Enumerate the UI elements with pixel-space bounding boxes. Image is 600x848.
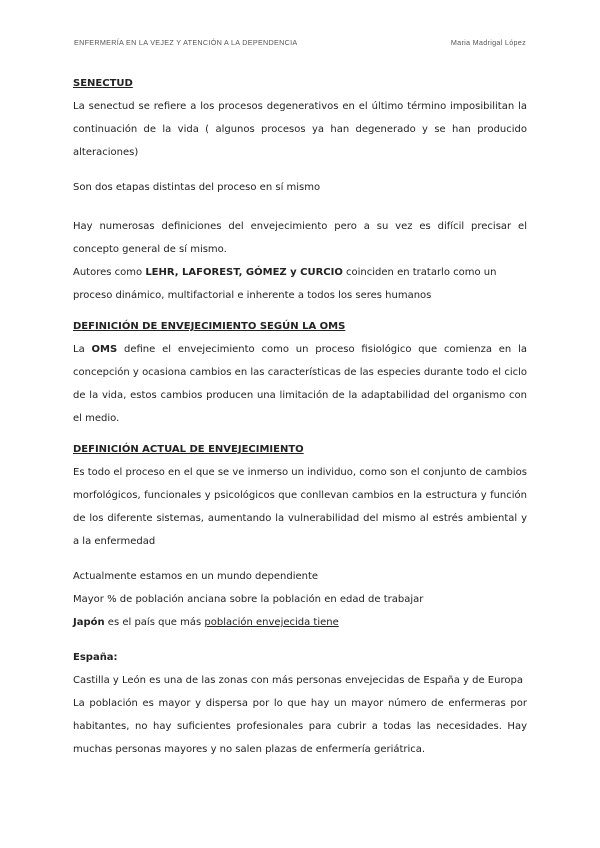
paragraph-authors: Autores como LEHR, LAFOREST, GÓMEZ y CURCIO coinciden en tratarlo como un proceso dinámico, multifactorial e inherente a todos los seres humanos bbox=[73, 267, 497, 301]
document-body bbox=[73, 72, 527, 761]
paragraph-oms: La OMS define el envejecimiento como un proceso fisiológico que comienza en la concepción y ocasiona cambios en las características de las especies durante todo el ciclo de la vida, estos cambios producen una limitación de la adaptabilidad del organismo con el medio. bbox=[73, 344, 527, 424]
section-title-espana: España: bbox=[73, 652, 118, 663]
paragraph: Castilla y León es una de las zonas con más personas envejecidas de España y de Europa bbox=[73, 675, 523, 686]
paragraph-japon: Japón es el país que más población envejecida tiene bbox=[73, 617, 339, 628]
paragraph: La población es mayor y dispersa por lo que hay un mayor número de enfermeras por habitantes, no hay suficientes profesionales para cubrir a todas las necesidades. Hay muchas personas mayores y no salen plazas de enfermería geriátrica. bbox=[73, 698, 527, 755]
page-header bbox=[74, 38, 526, 47]
section-title-senectud: SENECTUD bbox=[73, 78, 133, 89]
paragraph: La senectud se refiere a los procesos degenerativos en el último término imposibilitan la continuación de la vida ( algunos procesos ya han degenerado y se han producido alteraciones) bbox=[73, 101, 527, 158]
paragraph: Mayor % de población anciana sobre la población en edad de trabajar bbox=[73, 594, 424, 605]
header-right: Maria Madrigal López bbox=[450, 38, 526, 47]
paragraph: Es todo el proceso en el que se ve inmerso un individuo, como son el conjunto de cambios morfológicos, funcionales y psicológicos que conllevan cambios en la estructura y función de los diferente sistemas, aumentando la vulnerabilidad del mismo al estrés ambiental y a la enfermedad bbox=[73, 467, 527, 547]
paragraph: Actualmente estamos en un mundo dependiente bbox=[73, 571, 319, 582]
section-title-actual: DEFINICIÓN ACTUAL DE ENVEJECIMIENTO bbox=[73, 444, 304, 455]
section-title-oms: DEFINICIÓN DE ENVEJECIMIENTO SEGÚN LA OMS bbox=[73, 321, 346, 332]
paragraph: Hay numerosas definiciones del envejecimiento pero a su vez es difícil precisar el concepto general de sí mismo. bbox=[73, 221, 527, 255]
paragraph: Son dos etapas distintas del proceso en sí mismo bbox=[73, 182, 321, 193]
header-left: ENFERMERÍA EN LA VEJEZ Y ATENCIÓN A LA DEPENDENCIA bbox=[74, 38, 298, 47]
